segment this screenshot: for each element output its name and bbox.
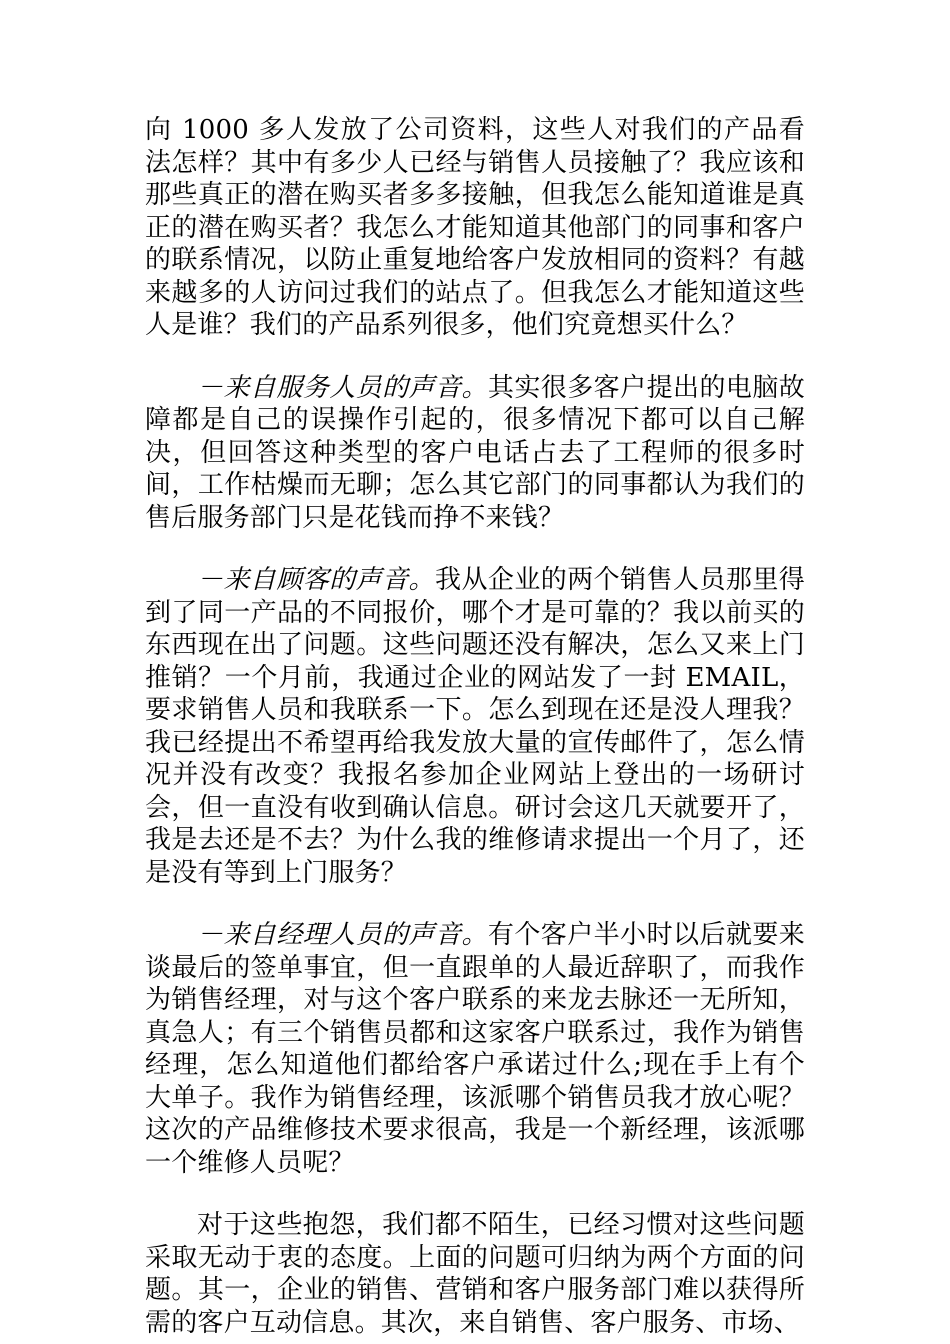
paragraph-text: 我从企业的两个销售人员那里得到了同一产品的不同报价，哪个才是可靠的？我以前买的东西现在出了问题。这些问题还没有解决，怎么又来上门推销？一个月前，我通过企业的网站发了一封 EMAIL，要求销售人员和我联系一下。怎么到现在还是没人理我？我已经提出不希望再给我发放大量的宣传邮件了，怎么情况并没有改变？我报名参加企业网站上登出的一场研讨会，但一直没有收到确认信息。研讨会这几天就要开了，我是去还是不去？为什么我的维修请求提出一个月了，还是没有等到上门服务？ [145,565,805,888]
paragraph-lead: －来自服务人员的声音。 [197,372,488,403]
paragraph-text: 对于这些抱怨，我们都不陌生，已经习惯对这些问题采取无动于衷的态度。上面的问题可归纳为两个方面的问题。其一，企业的销售、营销和客户服务部门难以获得所需的客户互动信息。其次，来自销售、客户服务、市场、 [145,1210,805,1338]
paragraph-manager [145,919,805,1179]
paragraph-service-staff [145,372,805,535]
paragraph-customer [145,564,805,889]
paragraph-text: 向 1000 多人发放了公司资料，这些人对我们的产品看法怎样？其中有多少人已经与销售人员接触了？我应该和那些真正的潜在购买者多多接触，但我怎么能知道谁是真正的潜在购买者？我怎么才能知道其他部门的同事和客户的联系情况，以防止重复地给客户发放相同的资料？有越来越多的人访问过我们的站点了。但我怎么才能知道这些人是谁？我们的产品系列很多，他们究竟想买什么？ [145,115,805,340]
document-body [145,114,805,1344]
paragraph-text: 其实很多客户提出的电脑故障都是自己的误操作引起的，很多情况下都可以自己解决，但回答这种类型的客户电话占去了工程师的很多时间，工作枯燥而无聊；怎么其它部门的同事都认为我们的售后服务部门只是花钱而挣不来钱？ [145,372,806,533]
paragraph-lead: －来自经理人员的声音。 [197,920,488,950]
paragraph-continuation [145,114,805,342]
paragraph-text: 有个客户半小时以后就要来谈最后的签单事宜，但一直跟单的人最近辞职了，而我作为销售经理，对与这个客户联系的来龙去脉还一无所知，真急人；有三个销售员都和这家客户联系过，我作为销售经理，怎么知道他们都给客户承诺过什么;现在手上有个大单子。我作为销售经理，该派哪个销售员我才放心呢？这次的产品维修技术要求很高，我是一个新经理，该派哪一个维修人员呢？ [145,920,806,1178]
paragraph-summary [145,1209,805,1339]
paragraph-lead: －来自顾客的声音。 [197,565,435,595]
